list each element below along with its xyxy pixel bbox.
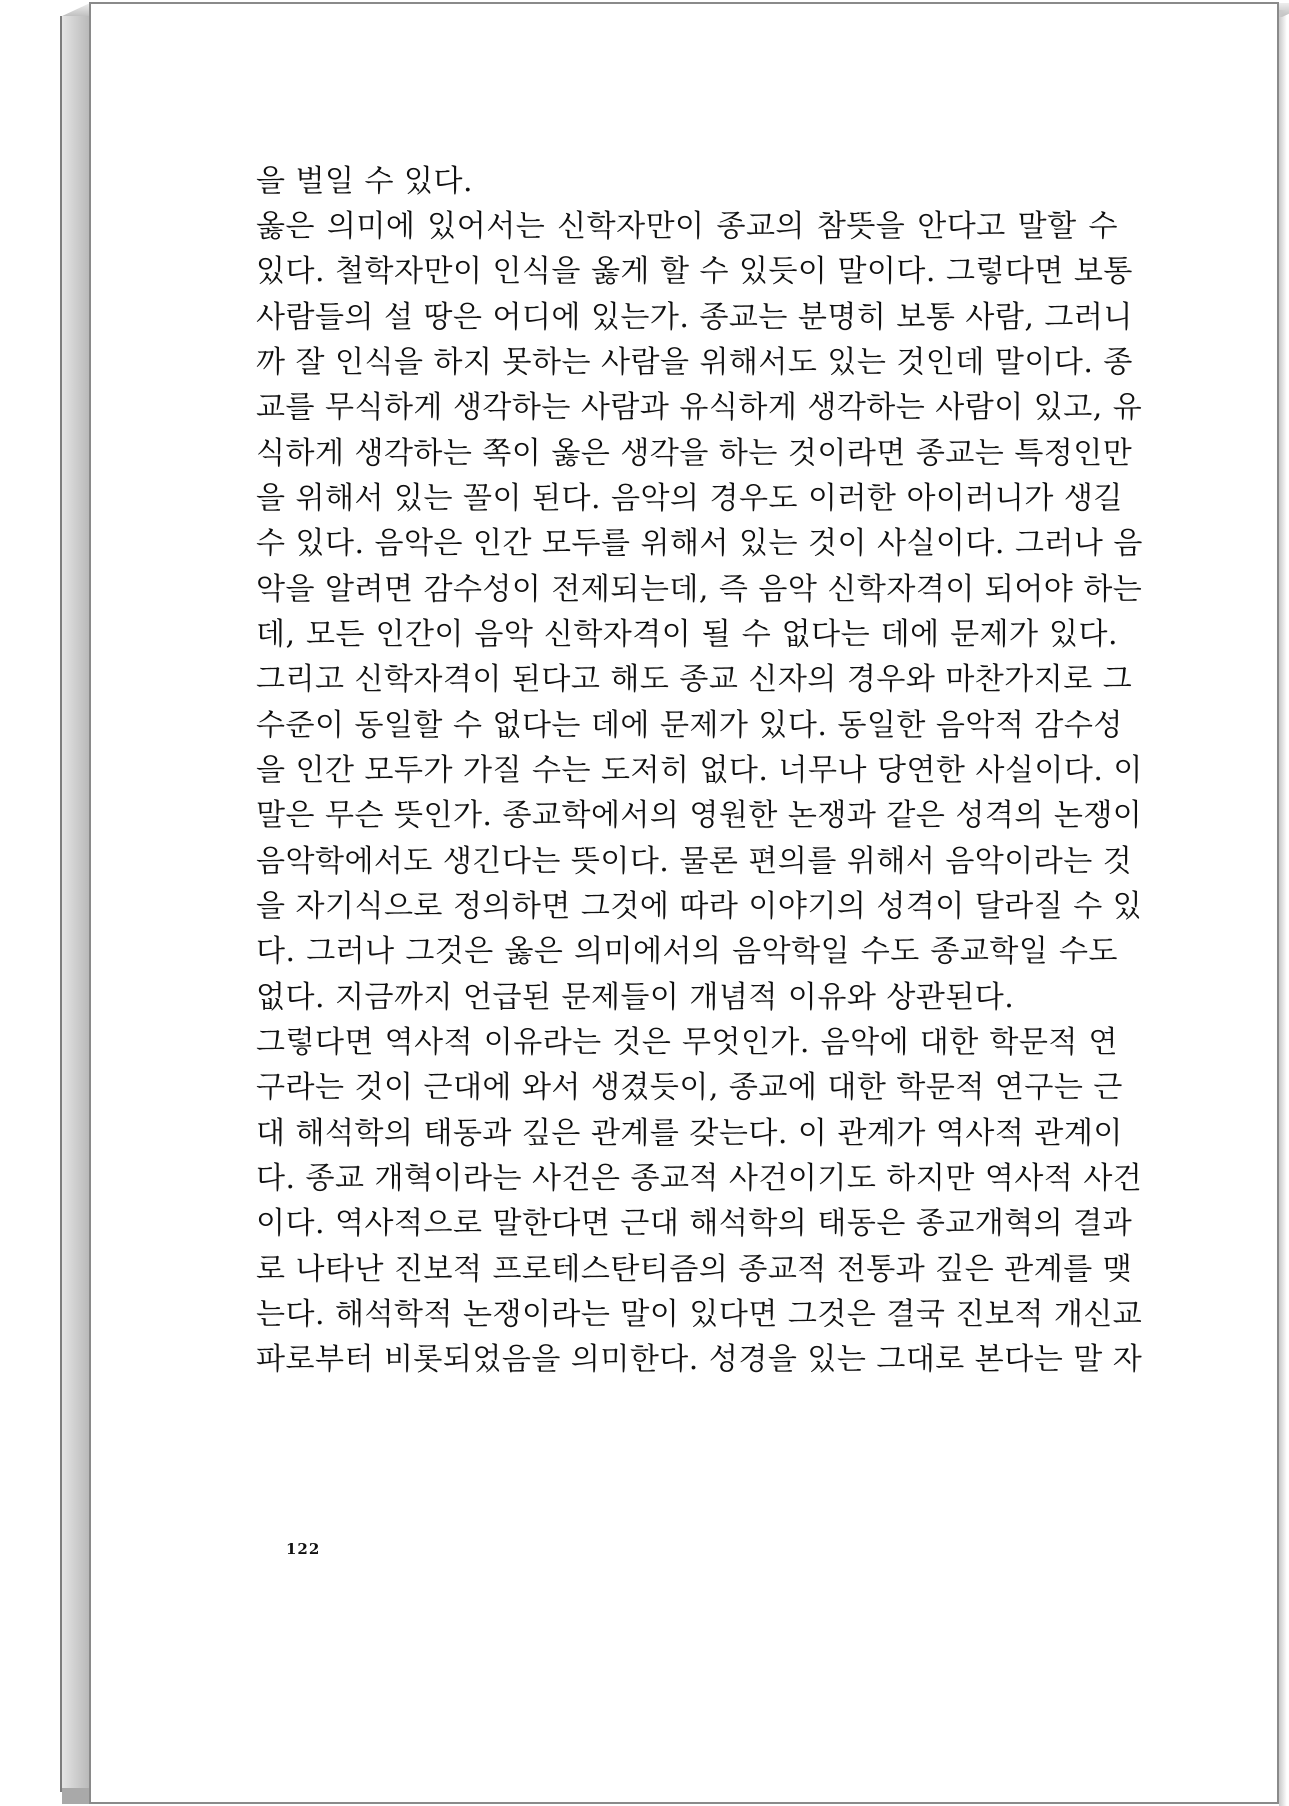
body-text-line: 수 있다. 음악은 인간 모두를 위해서 있는 것이 사실이다. 그러나 음 bbox=[256, 526, 1143, 561]
body-text-line: 그리고 신학자격이 된다고 해도 종교 신자의 경우와 마찬가지로 그 bbox=[256, 662, 1133, 697]
body-text-line: 을 자기식으로 정의하면 그것에 따라 이야기의 성격이 달라질 수 있 bbox=[256, 889, 1143, 924]
book-bottom-edge bbox=[62, 1788, 92, 1804]
book-page bbox=[89, 2, 1279, 1804]
body-text-line: 까 잘 인식을 하지 못하는 사람을 위해서도 있는 것인데 말이다. 종 bbox=[256, 345, 1133, 380]
body-text-line: 옳은 의미에 있어서는 신학자만이 종교의 참뜻을 안다고 말할 수 bbox=[256, 209, 1118, 244]
body-text-line: 파로부터 비롯되었음을 의미한다. 성경을 있는 그대로 본다는 말 자 bbox=[256, 1342, 1143, 1377]
body-text-line: 그렇다면 역사적 이유라는 것은 무엇인가. 음악에 대한 학문적 연 bbox=[256, 1025, 1118, 1060]
page-shadow bbox=[1279, 10, 1287, 1806]
body-text-line: 악을 알려면 감수성이 전제되는데, 즉 음악 신학자격이 되어야 하는 bbox=[256, 572, 1143, 607]
body-text-line: 데, 모든 인간이 음악 신학자격이 될 수 없다는 데에 문제가 있다. bbox=[256, 617, 1118, 652]
body-text-line: 없다. 지금까지 언급된 문제들이 개념적 이유와 상관된다. bbox=[256, 980, 1015, 1015]
body-text-line: 사람들의 설 땅은 어디에 있는가. 종교는 분명히 보통 사람, 그러니 bbox=[256, 300, 1133, 335]
body-text-line: 수준이 동일할 수 없다는 데에 문제가 있다. 동일한 음악적 감수성 bbox=[256, 708, 1123, 743]
body-text-line: 구라는 것이 근대에 와서 생겼듯이, 종교에 대한 학문적 연구는 근 bbox=[256, 1070, 1123, 1105]
book-spine bbox=[60, 16, 90, 1792]
body-text-line: 는다. 해석학적 논쟁이라는 말이 있다면 그것은 결국 진보적 개신교 bbox=[256, 1297, 1143, 1332]
body-text-line: 이다. 역사적으로 말한다면 근대 해석학의 태동은 종교개혁의 결과 bbox=[256, 1206, 1133, 1241]
body-text-line: 음악학에서도 생긴다는 뜻이다. 물론 편의를 위해서 음악이라는 것 bbox=[256, 844, 1133, 879]
body-text-line: 을 인간 모두가 가질 수는 도저히 없다. 너무나 당연한 사실이다. 이 bbox=[256, 753, 1143, 788]
body-text-line: 다. 종교 개혁이라는 사건은 종교적 사건이기도 하지만 역사적 사건 bbox=[256, 1161, 1143, 1196]
body-text-line: 교를 무식하게 생각하는 사람과 유식하게 생각하는 사람이 있고, 유 bbox=[256, 390, 1143, 425]
body-text-line: 식하게 생각하는 쪽이 옳은 생각을 하는 것이라면 종교는 특정인만 bbox=[256, 436, 1133, 471]
body-text-line: 대 해석학의 태동과 깊은 관계를 갖는다. 이 관계가 역사적 관계이 bbox=[256, 1116, 1123, 1151]
body-text-line: 을 벌일 수 있다. bbox=[256, 164, 474, 199]
body-text-line: 로 나타난 진보적 프로테스탄티즘의 종교적 전통과 깊은 관계를 맺 bbox=[256, 1252, 1133, 1287]
body-text-line: 말은 무슨 뜻인가. 종교학에서의 영원한 논쟁과 같은 성격의 논쟁이 bbox=[256, 798, 1143, 833]
body-text-line: 을 위해서 있는 꼴이 된다. 음악의 경우도 이러한 아이러니가 생길 bbox=[256, 481, 1123, 516]
body-text-line: 있다. 철학자만이 인식을 옳게 할 수 있듯이 말이다. 그렇다면 보통 bbox=[256, 254, 1133, 289]
body-text-line: 다. 그러나 그것은 옳은 의미에서의 음악학일 수도 종교학일 수도 bbox=[256, 934, 1118, 969]
page-number: 122 bbox=[286, 1540, 321, 1558]
